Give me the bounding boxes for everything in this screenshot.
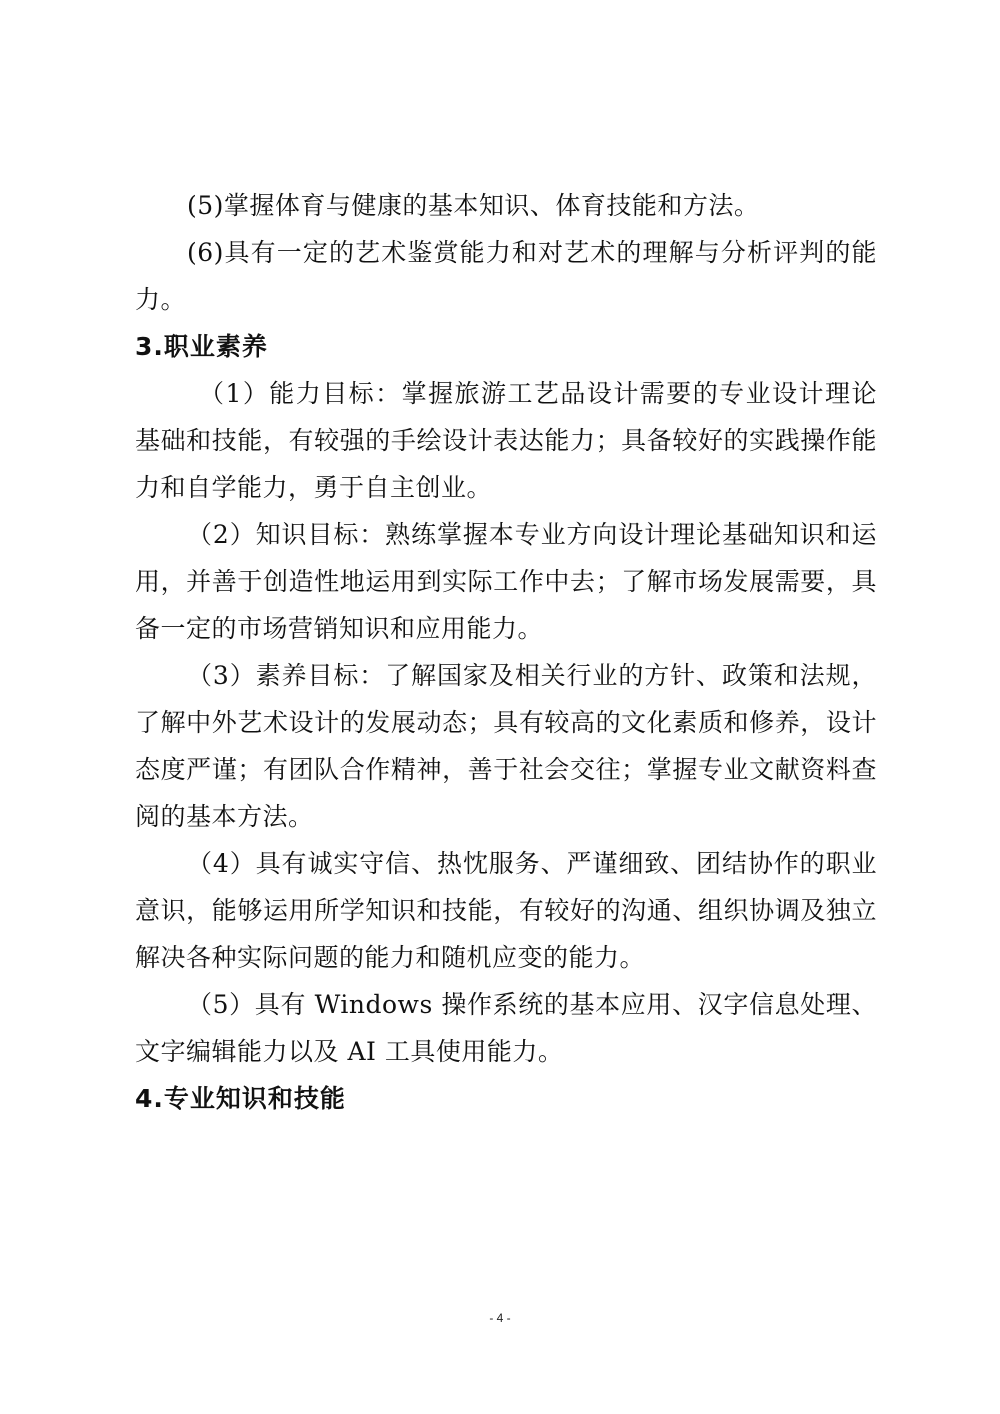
paragraph-quality-goal: （3）素养目标：了解国家及相关行业的方针、政策和法规，了解中外艺术设计的发展动态；具有较高的文化素质和修养，设计态度严谨；有团队合作精神，善于社会交往；掌握专业文献资料查阅的基本方法。 (135, 661, 877, 831)
paragraph-ability-goal: （1）能力目标：掌握旅游工艺品设计需要的专业设计理论基础和技能，有较强的手绘设计表达能力；具备较好的实践操作能力和自学能力，勇于自主创业。 (135, 379, 877, 502)
paragraph-computer-skills: （5）具有 Windows 操作系统的基本应用、汉字信息处理、文字编辑能力以及 AI 工具使用能力。 (135, 990, 877, 1066)
paragraph-knowledge-goal: （2）知识目标：熟练掌握本专业方向设计理论基础知识和运用，并善于创造性地运用到实际工作中去；了解市场发展需要，具备一定的市场营销知识和应用能力。 (135, 520, 877, 643)
page-body (135, 182, 877, 1122)
section-heading-4: 4.专业知识和技能 (135, 1084, 346, 1113)
paragraph-professional-awareness: （4）具有诚实守信、热忱服务、严谨细致、团结协作的职业意识，能够运用所学知识和技能，有较好的沟通、组织协调及独立解决各种实际问题的能力和随机应变的能力。 (135, 849, 877, 972)
section-heading-3: 3.职业素养 (135, 332, 268, 361)
page-number: - 4 - (489, 1311, 511, 1325)
paragraph-item-5: (5)掌握体育与健康的基本知识、体育技能和方法。 (187, 191, 760, 220)
paragraph-item-6: (6)具有一定的艺术鉴赏能力和对艺术的理解与分析评判的能力。 (135, 238, 877, 314)
